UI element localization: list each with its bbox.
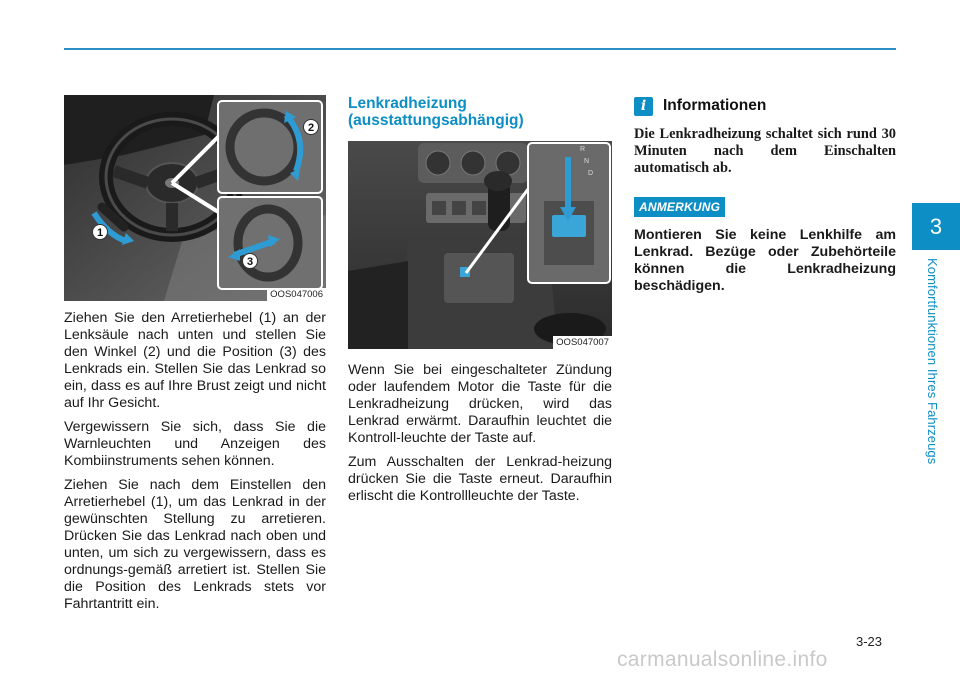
- steering-wheel-drawing: [64, 95, 326, 301]
- gear-n: N: [584, 158, 590, 165]
- paragraph-adjust-steering: Ziehen Sie den Arretierhebel (1) an der Lenksäule nach unten und stellen Sie den Winkel (2) und die Position (3) des Lenkrads ein. Stellen Sie das Lenkrad so ein, dass es auf Ihre Brust zeigt und nicht auf Ihr Gesicht.: [64, 310, 326, 411]
- figure-code-left: OOS047006: [267, 288, 326, 301]
- paragraph-check-visibility: Vergewissern Sie sich, dass Sie die Warnleuchten und Anzeigen des Kombiinstruments sehen können.: [64, 419, 326, 469]
- left-column: [64, 95, 326, 613]
- paragraph-lock-steering: Ziehen Sie nach dem Einstellen den Arretierhebel (1), um das Lenkrad in der gewünschten Stellung zu arretieren. Drücken Sie das Lenkrad nach oben und unten, um sich zu vergewissern, dass es ordnungs-gemäß arretiert ist. Stellen Sie die Position des Lenkrads stets vor Fahrtantritt ein.: [64, 477, 326, 612]
- chapter-title-vertical: [925, 258, 947, 498]
- callout-1: 1: [96, 227, 104, 239]
- gear-r: R: [580, 146, 586, 153]
- heading-line-1: Lenkradheizung: [348, 95, 467, 112]
- right-column: [634, 95, 896, 295]
- middle-column: [348, 95, 612, 505]
- chapter-number-tab: 3: [912, 203, 960, 250]
- paragraph-heating-off: Zum Ausschalten der Lenkrad-heizung drücken Sie die Taste erneut. Daraufhin erlischt die Kontrollleuchte der Taste.: [348, 454, 612, 504]
- callout-2: 2: [307, 122, 315, 134]
- paragraph-heating-on: Wenn Sie bei eingeschalteter Zündung oder laufendem Motor die Taste für die Lenkradheizung drücken, wird das Lenkrad erwärmt. Daraufhin leuchtet die Kontroll-leuchte der Taste auf.: [348, 362, 612, 446]
- callout-3: 3: [246, 256, 254, 268]
- steering-adjustment-illustration: [64, 95, 326, 301]
- heading-line-2: (ausstattungsabhängig): [348, 112, 524, 129]
- chapter-title-text: Komfortfunktionen Ihres Fahrzeugs: [925, 258, 940, 465]
- console-drawing: [348, 141, 612, 349]
- note-badge: ANMERKUNG: [634, 197, 725, 217]
- info-icon: i: [634, 97, 653, 116]
- gear-d: D: [588, 170, 594, 177]
- note-text: Montieren Sie keine Lenkhilfe am Lenkrad. Bezüge oder Zubehörteile können die Lenkradheizung beschädigen.: [634, 227, 896, 294]
- top-rule: [64, 48, 896, 50]
- page-number: 3-23: [856, 634, 883, 649]
- information-header: [634, 95, 896, 117]
- watermark: carmanualsonline.info: [617, 648, 828, 671]
- information-text: Die Lenkradheizung schaltet sich rund 30 Minuten nach dem Einschalten automatisch ab.: [634, 126, 896, 176]
- information-title: Informationen: [663, 97, 767, 114]
- figure-code-middle: OOS047007: [553, 336, 612, 349]
- heated-steering-button-illustration: [348, 141, 612, 349]
- section-heading: [348, 95, 612, 129]
